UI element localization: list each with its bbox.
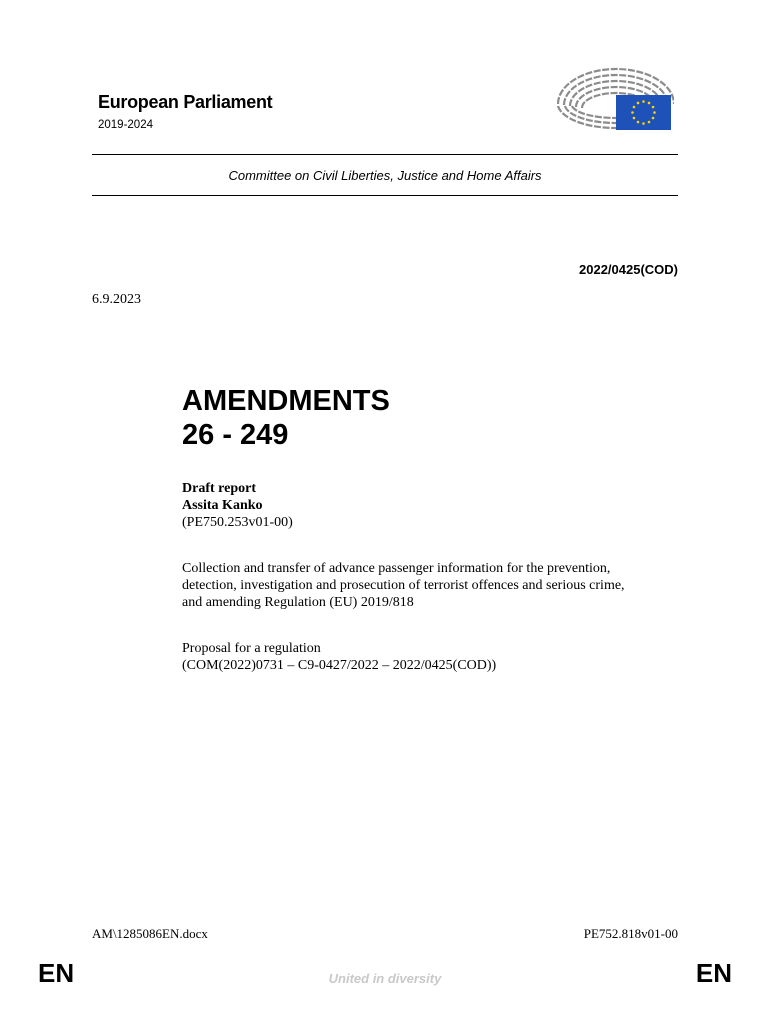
rapporteur: Assita Kanko — [182, 498, 263, 513]
eu-star-icon — [652, 117, 655, 120]
eu-star-icon — [652, 106, 655, 109]
parliamentary-term: 2019-2024 — [98, 119, 153, 131]
eu-flag-icon — [616, 95, 671, 130]
eu-star-icon — [633, 106, 636, 109]
language-code-left: EN — [38, 958, 75, 988]
eu-star-icon — [642, 100, 645, 103]
amendments-range: 26 - 249 — [182, 419, 289, 451]
eu-star-icon — [642, 122, 645, 125]
ep-logo — [552, 66, 674, 134]
pe-reference: PE752.818v01-00 — [583, 926, 678, 941]
draft-reference: (PE750.253v01-00) — [182, 515, 293, 530]
header-rule-bottom — [92, 195, 678, 196]
subject-line: detection, investigation and prosecution of terrorist offences and serious crime, — [182, 578, 625, 593]
language-code-right: EN — [695, 958, 732, 988]
header-rule-top — [92, 154, 678, 155]
organization-name: European Parliament — [98, 92, 273, 112]
eu-star-icon — [637, 121, 640, 124]
committee-name: Committee on Civil Liberties, Justice and Home Affairs — [228, 168, 542, 183]
proposal-reference: (COM(2022)0731 – C9-0427/2022 – 2022/0425(COD)) — [182, 658, 497, 673]
amendments-title: AMENDMENTS — [182, 385, 390, 417]
document-reference: AM\1285086EN.docx — [92, 926, 208, 941]
procedure-number: 2022/0425(COD) — [579, 262, 678, 277]
document-date: 6.9.2023 — [92, 292, 141, 307]
subject-line: and amending Regulation (EU) 2019/818 — [182, 595, 414, 610]
eu-star-icon — [648, 102, 651, 105]
eu-star-icon — [648, 121, 651, 124]
proposal-label: Proposal for a regulation — [182, 641, 321, 656]
amendments-heading — [182, 384, 390, 452]
eu-star-icon — [633, 117, 636, 120]
eu-star-icon — [653, 111, 656, 114]
draft-type: Draft report — [182, 481, 256, 496]
subject-line: Collection and transfer of advance passenger information for the prevention, — [182, 561, 611, 576]
eu-star-icon — [637, 102, 640, 105]
subject-block — [182, 560, 682, 611]
eu-motto: United in diversity — [328, 971, 442, 986]
eu-star-icon — [631, 111, 634, 114]
draft-report-block — [182, 480, 682, 531]
proposal-block — [182, 640, 682, 674]
